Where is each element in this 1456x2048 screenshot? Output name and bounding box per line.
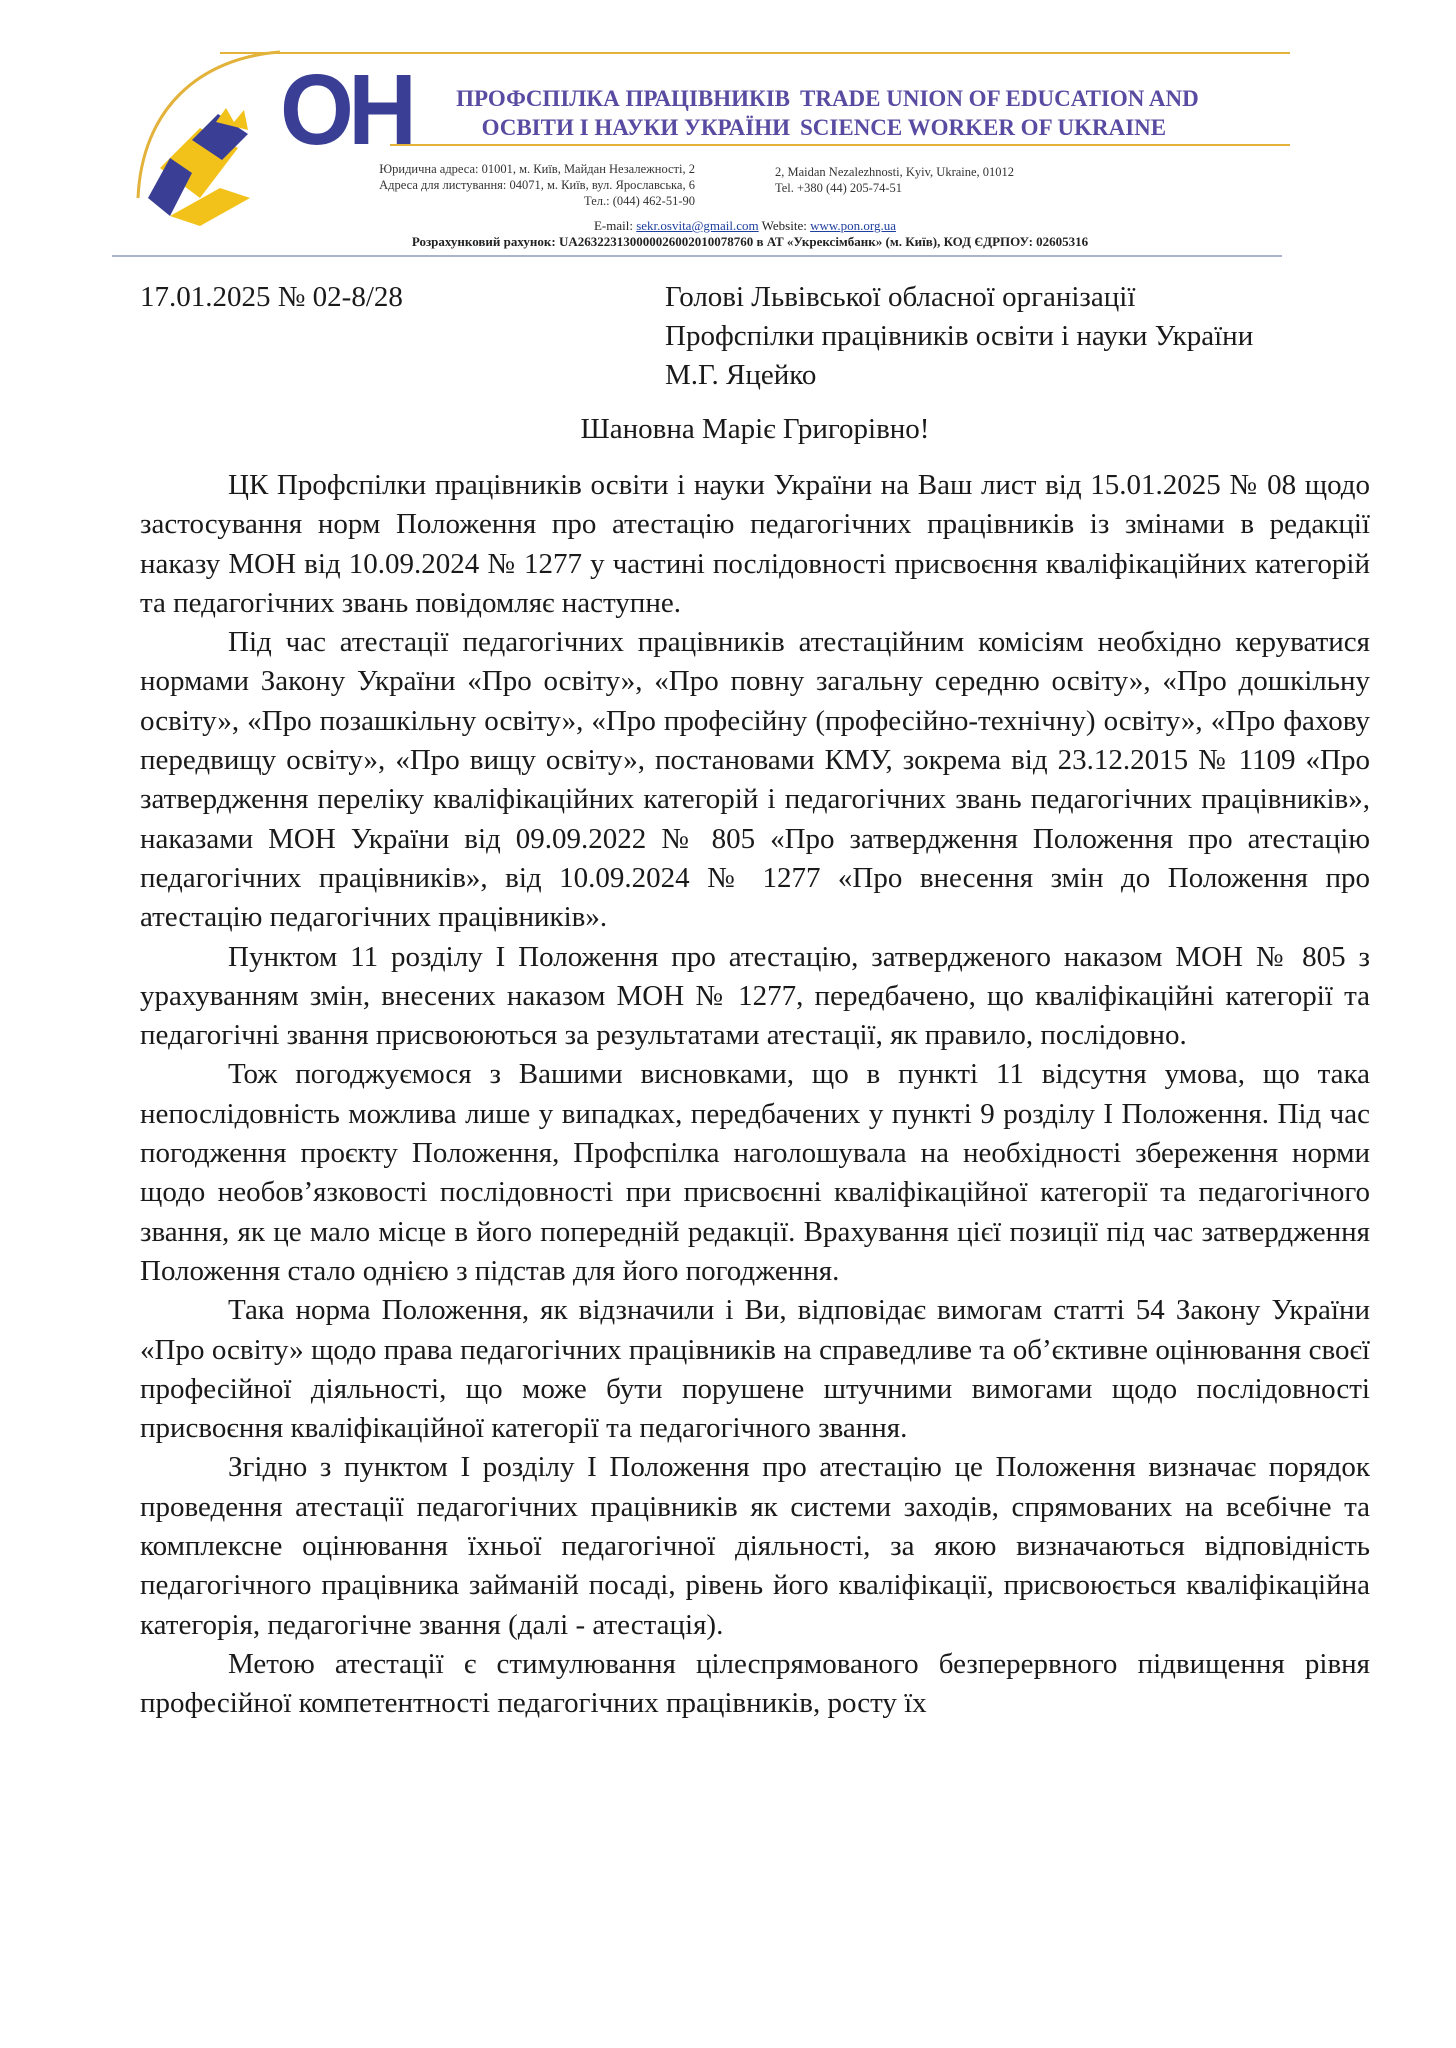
addressee-line-3: М.Г. Яцейко — [665, 359, 817, 391]
paragraph: Під час атестації педагогічних працівників атестаційним комісіям необхідно керуватися нормами Закону України «Про освіту», «Про повну загальну середню освіту», «Про дошкільну освіту», «Про позашкільну освіту», «Про професійну (професійно-технічну) освіту», «Про фахову передвищу освіту», «Про вищу освіту», постановами КМУ, зокрема від 23.12.2015 № 1109 «Про затвердження переліку кваліфікаційних категорій і педагогічних звань педагогічних працівників», наказами МОН України від 09.09.2022 № 805 «Про затвердження Положення про атестацію педагогічних працівників», від 10.09.2024 № 1277 «Про внесення змін до Положення про атестацію педагогічних працівників». — [140, 626, 1370, 934]
email-label: E-mail: — [593, 218, 633, 233]
address-english — [775, 164, 1195, 196]
paragraph: Метою атестації є стимулювання цілеспрямованого безперервного підвищення рівня професійної компетентності педагогічних працівників, росту їх — [140, 1647, 1370, 1720]
org-name-ukrainian — [400, 84, 790, 142]
website-label: Website: — [761, 218, 807, 233]
paragraph: Згідно з пунктом I розділу I Положення про атестацію це Положення визначає порядок проведення атестації педагогічних працівників як системи заходів, спрямованих на всебічне та комплексне оцінювання їхньої педагогічної діяльності, за якою визначаються відповідність педагогічного працівника займаній посаді, рівень його кваліфікації, присвоюється кваліфікаційна категорія, педагогічне звання (далі - атестація). — [140, 1451, 1370, 1641]
addressee-block — [665, 278, 1385, 395]
org-name-ua-line2: ОСВІТИ І НАУКИ УКРАЇНИ — [481, 115, 790, 140]
address-ukrainian — [310, 161, 695, 209]
salutation: Шановна Маріє Григорівно! — [580, 413, 930, 445]
paragraph: ЦК Профспілки працівників освіти і науки України на Ваш лист від 15.01.2025 № 08 щодо застосування норм Положення про атестацію педагогічних працівників із змінами в редакції наказу МОН від 10.09.2024 № 1277 у частині послідовності присвоєння кваліфікаційних категорій та педагогічних звань повідомляє наступне. — [140, 469, 1370, 619]
paragraph: Тож погоджуємося з Вашими висновками, що в пункті 11 відсутня умова, що така непослідовність можлива лише у випадках, передбачених у пункті 9 розділу I Положення. Під час погодження проєкту Положення, Профспілка наголошувала на необхідності збереження норми щодо необов’язковості послідовності при присвоєнні кваліфікаційної категорії та педагогічного звання, як це мало місце в його попередній редакції. Врахування цієї позиції під час затвердження Положення стало однією з підстав для його погодження. — [140, 1058, 1370, 1287]
union-logo-text: ОН — [280, 54, 412, 166]
addressee-line-1: Голові Львівської обласної організації — [665, 281, 1136, 313]
address-mail: Адреса для листування: 04071, м. Київ, вул. Ярославська, 6 — [379, 178, 695, 192]
header-gold-line-middle — [390, 144, 1290, 146]
bank-account-line: Розрахунковий рахунок: UA263223130000026002010078760 в АТ «Укрексімбанк» (м. Київ), КОД ЄДРПОУ: 02605316 — [411, 234, 1089, 249]
header-divider — [112, 255, 1282, 257]
org-name-english — [800, 84, 1280, 142]
paragraph: Така норма Положення, як відзначили і Ви, відповідає вимогам статті 54 Закону України «Про освіту» щодо права педагогічних працівників на справедливе та об’єктивне оцінювання своєї професійної діяльності, що може бути порушене штучними вимогами щодо послідовності присвоєння кваліфікаційної категорії та педагогічного звання. — [140, 1294, 1370, 1445]
address-legal: Юридична адреса: 01001, м. Київ, Майдан Незалежності, 2 — [379, 162, 695, 176]
email-link[interactable]: sekr.osvita@gmail.com — [636, 218, 759, 233]
phone-en: Tel. +380 (44) 205-74-51 — [775, 181, 902, 195]
phone-ua: Тел.: (044) 462-51-90 — [584, 194, 695, 208]
org-name-en-line2: SCIENCE WORKER OF UKRAINE — [800, 115, 1167, 140]
org-name-ua-line1: ПРОФСПІЛКА ПРАЦІВНИКІВ — [456, 86, 790, 111]
website-link[interactable]: www.pon.org.ua — [810, 218, 897, 233]
address-en-line: 2, Maidan Nezalezhnosti, Kyiv, Ukraine, 01012 — [775, 165, 1015, 179]
letter-reference: 17.01.2025 № 02-8/28 — [140, 281, 403, 313]
union-emblem-icon — [130, 48, 300, 228]
addressee-line-2: Профспілки працівників освіти і науки України — [665, 320, 1254, 352]
letter-body — [140, 466, 1370, 1724]
contacts-line — [310, 218, 1180, 234]
org-name-en-line1: TRADE UNION OF EDUCATION AND — [800, 86, 1199, 111]
paragraph: Пунктом 11 розділу I Положення про атестацію, затвердженого наказом МОН № 805 з урахуванням змін, внесених наказом МОН № 1277, передбачено, що кваліфікаційні категорії та педагогічні звання присвоюються за результатами атестації, як правило, послідовно. — [140, 940, 1370, 1052]
letterhead — [130, 48, 1290, 263]
